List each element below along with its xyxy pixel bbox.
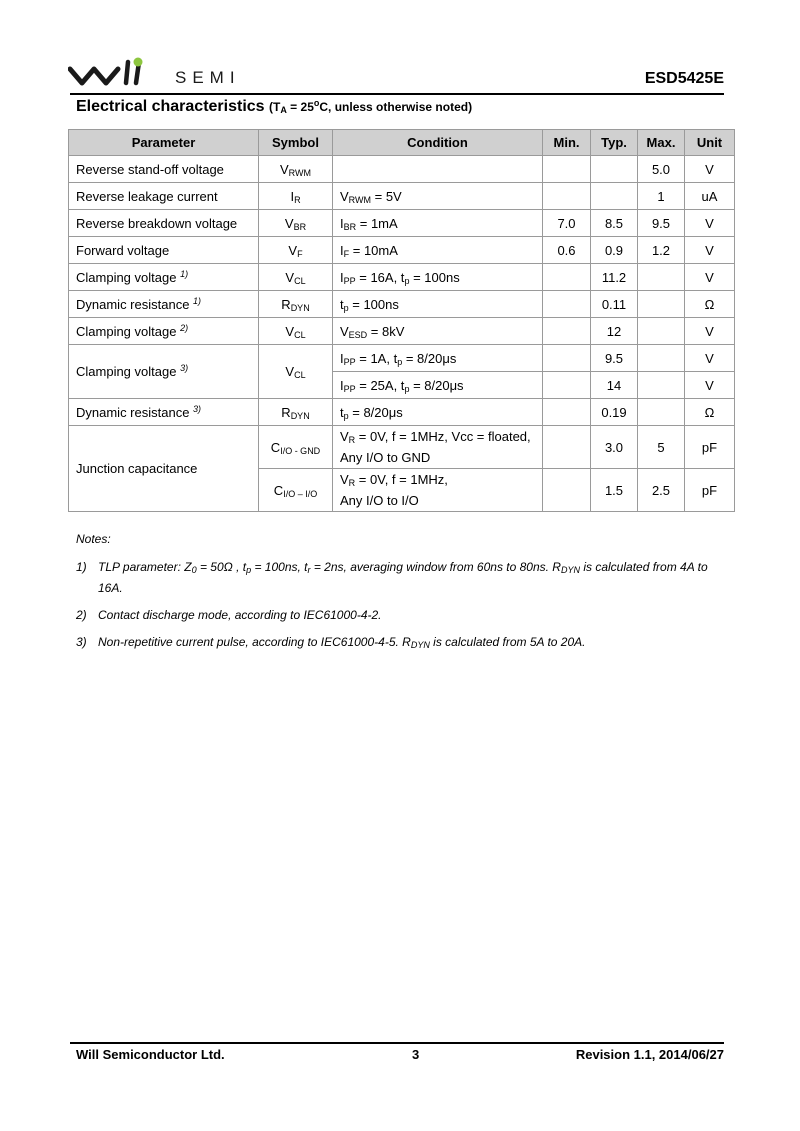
note-2: 2) Contact discharge mode, according to IEC61000-4-2. (76, 608, 382, 622)
part-number: ESD5425E (644, 70, 724, 87)
note-1: 1) TLP parameter: $Z_0 = 50\Omega$ , $t_p = 100ns$, $t_r = 2ns$, averaging window from 60ns to 80ns. $R_{DYN}$ is calculated from 4A to 16A. (76, 560, 708, 595)
typ-cell: 12 (591, 318, 638, 345)
symbol-cell: $R_{DYN}$ (259, 399, 333, 426)
unit-cell: uA (685, 183, 735, 210)
max-cell: 1.2 (638, 237, 685, 264)
condition-cell: $V_{ESD} = 8kV$ (333, 318, 543, 345)
min-cell (543, 345, 591, 372)
company-logo (68, 56, 258, 90)
param-cell: Reverse breakdown voltage (69, 210, 259, 237)
max-cell: 5.0 (638, 156, 685, 183)
typ-cell: 11.2 (591, 264, 638, 291)
condition-cell: $V_R = 0V$, f = 1MHz, Any I/O to I/O (333, 469, 543, 512)
symbol-cell: $V_F$ (259, 237, 333, 264)
min-cell (543, 264, 591, 291)
condition-cell: $t_p = 100ns$ (333, 291, 543, 318)
condition-cell (333, 156, 543, 183)
min-cell (543, 291, 591, 318)
typ-cell: 9.5 (591, 345, 638, 372)
unit-cell: V (685, 210, 735, 237)
typ-cell: 0.19 (591, 399, 638, 426)
min-cell: 0.6 (543, 237, 591, 264)
symbol-cell: $V_{RWM}$ (259, 156, 333, 183)
electrical-characteristics-table (68, 129, 735, 512)
max-cell: 9.5 (638, 210, 685, 237)
unit-cell: V (685, 372, 735, 399)
col-min: Min. (543, 130, 591, 156)
table-row (69, 426, 735, 469)
typ-cell: 0.9 (591, 237, 638, 264)
col-symbol: Symbol (259, 130, 333, 156)
unit-cell: V (685, 318, 735, 345)
max-cell (638, 318, 685, 345)
param-cell: Forward voltage (69, 237, 259, 264)
param-cell: Dynamic resistance $^{3)}$ (69, 399, 259, 426)
unit-cell: pF (685, 426, 735, 469)
min-cell (543, 399, 591, 426)
max-cell: 5 (638, 426, 685, 469)
symbol-cell: $V_{CL}$ (259, 345, 333, 399)
notes-heading: Notes: (76, 532, 111, 546)
condition-cell: $V_R = 0V$, f = 1MHz, Vcc = floated, Any I/O to GND (333, 426, 543, 469)
unit-cell: V (685, 156, 735, 183)
max-cell: 2.5 (638, 469, 685, 512)
unit-cell: Ω (685, 399, 735, 426)
table-row (69, 291, 735, 318)
table-row (69, 183, 735, 210)
unit-cell: Ω (685, 291, 735, 318)
max-cell (638, 291, 685, 318)
col-parameter: Parameter (69, 130, 259, 156)
typ-cell: 0.11 (591, 291, 638, 318)
min-cell (543, 426, 591, 469)
min-cell (543, 372, 591, 399)
unit-cell: V (685, 237, 735, 264)
param-cell: Reverse stand-off voltage (69, 156, 259, 183)
symbol-cell: $C_{I/O - I/O}$ (259, 469, 333, 512)
page-number: 3 (412, 1047, 420, 1062)
max-cell (638, 372, 685, 399)
max-cell (638, 264, 685, 291)
condition-cell: $V_{RWM} = 5V$ (333, 183, 543, 210)
symbol-cell: $V_{BR}$ (259, 210, 333, 237)
footer-revision: Revision 1.1, 2014/06/27 (575, 1047, 724, 1062)
condition-cell: $I_{PP} = 25A$, $t_p = 8/20\mu s$ (333, 372, 543, 399)
condition-cell: $I_{PP} = 16A$, $t_p = 100ns$ (333, 264, 543, 291)
table-row (69, 318, 735, 345)
col-typ: Typ. (591, 130, 638, 156)
note-3: 3) Non-repetitive current pulse, according to IEC61000-4-5. $R_{DYN}$ is calculated from 5A to 20A. (76, 635, 586, 650)
footnote-ref: 1) (180, 268, 189, 279)
header-rule (70, 93, 724, 95)
min-cell (543, 156, 591, 183)
footnote-ref: 3) (180, 363, 189, 373)
condition-cell: $I_{PP} = 1A$, $t_p = 8/20\mu s$ (333, 345, 543, 372)
table-row (69, 345, 735, 372)
footer-company: Will Semiconductor Ltd. (76, 1047, 225, 1062)
typ-cell (591, 183, 638, 210)
symbol-cell: $I_R$ (259, 183, 333, 210)
footnote-ref: 1) (193, 295, 202, 306)
title-conditions: ($T_A = 25^oC$, unless otherwise noted) (269, 98, 473, 115)
col-unit: Unit (685, 130, 735, 156)
table-row (69, 264, 735, 291)
symbol-cell: $V_{CL}$ (259, 318, 333, 345)
typ-cell: 3.0 (591, 426, 638, 469)
typ-cell: 8.5 (591, 210, 638, 237)
table-row (69, 210, 735, 237)
max-cell (638, 399, 685, 426)
table-row (69, 237, 735, 264)
typ-cell (591, 156, 638, 183)
param-cell: Dynamic resistance $^{1)}$ (69, 291, 259, 318)
param-cell: Clamping voltage $^{1)}$ (69, 264, 259, 291)
unit-cell: pF (685, 469, 735, 512)
section-title: Electrical characteristics ($T_A = 25^oC$, unless otherwise noted) (76, 98, 473, 115)
min-cell (543, 469, 591, 512)
min-cell (543, 183, 591, 210)
symbol-cell: $V_{CL}$ (259, 264, 333, 291)
condition-cell: $I_{BR} = 1mA$ (333, 210, 543, 237)
min-cell (543, 318, 591, 345)
max-cell: 1 (638, 183, 685, 210)
notes-section (76, 531, 728, 653)
typ-cell: 14 (591, 372, 638, 399)
condition-cell: $I_F = 10mA$ (333, 237, 543, 264)
min-cell: 7.0 (543, 210, 591, 237)
condition-cell: $t_p = 8/20\mu s$ (333, 399, 543, 426)
unit-cell: V (685, 264, 735, 291)
col-max: Max. (638, 130, 685, 156)
table-header-row (69, 130, 735, 156)
brand-text: SEMI (175, 68, 241, 87)
param-cell: Junction capacitance (69, 426, 259, 512)
unit-cell: V (685, 345, 735, 372)
param-cell: Reverse leakage current (69, 183, 259, 210)
symbol-cell: $C_{I/O - GND}$ (259, 426, 333, 469)
col-condition: Condition (333, 130, 543, 156)
table-row (69, 399, 735, 426)
max-cell (638, 345, 685, 372)
table-row (69, 156, 735, 183)
param-cell: Clamping voltage $^{3)}$ (69, 345, 259, 399)
footnote-ref: 2) (180, 322, 189, 333)
symbol-cell: $R_{DYN}$ (259, 291, 333, 318)
footnote-ref: 3) (193, 403, 202, 414)
param-cell: Clamping voltage $^{2)}$ (69, 318, 259, 345)
footer-rule (70, 1042, 724, 1044)
typ-cell: 1.5 (591, 469, 638, 512)
